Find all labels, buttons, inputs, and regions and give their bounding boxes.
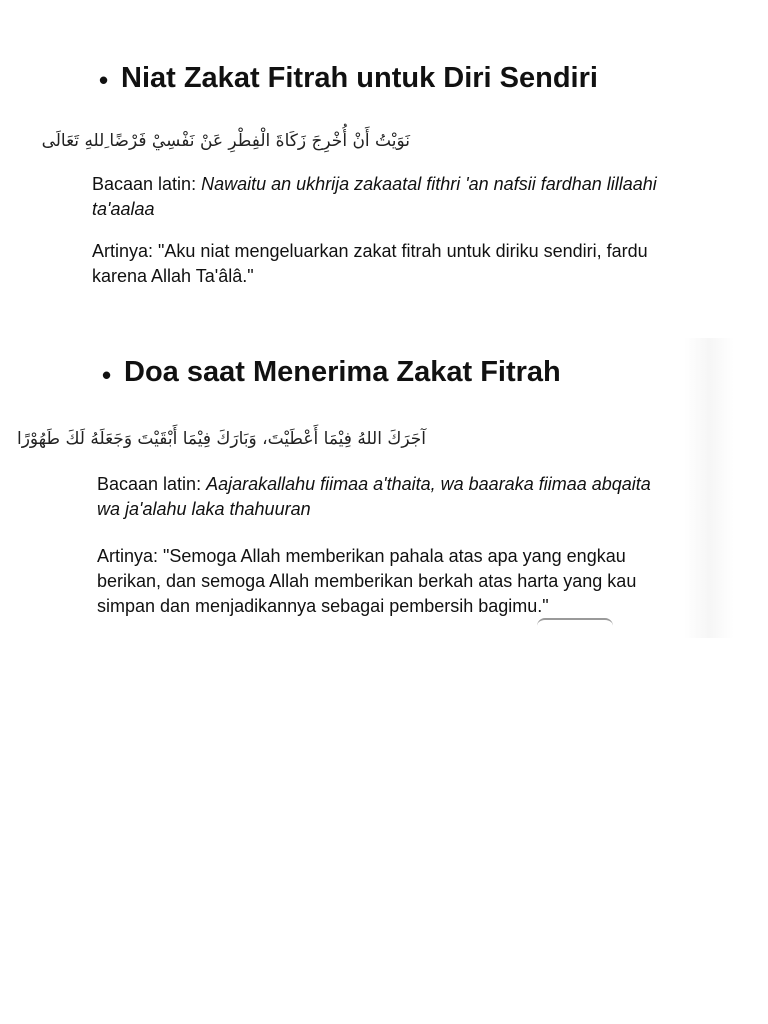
curved-line-decoration [537, 618, 613, 626]
arabic-text: نَوَيْتُ أَنْ أُخْرِجَ زَكَاةَ الْفِطْرِ عَنْ نَفْسِيْ فَرْضًا ِللهِ تَعَالَى [41, 131, 410, 151]
background-shade [684, 338, 734, 638]
latin-label: Bacaan latin: [97, 474, 207, 494]
meaning-text: Artinya: "Aku niat mengeluarkan zakat fitrah untuk diriku sendiri, fardu karena Allah Ta'âlâ." [92, 241, 648, 286]
section-heading: Niat Zakat Fitrah untuk Diri Sendiri [121, 62, 598, 94]
bullet-marker: • [102, 360, 112, 390]
latin-text: Nawaitu an ukhrija zakaatal fithri 'an nafsii fardhan lillaahi ta'aalaa [92, 174, 657, 219]
latin-text: Aajarakallahu fiimaa a'thaita, wa baaraka fiimaa abqaita wa ja'alahu laka thahuuran [97, 474, 651, 519]
latin-reading [97, 472, 677, 522]
section-heading: Doa saat Menerima Zakat Fitrah [124, 356, 561, 388]
meaning-text: Artinya: "Semoga Allah memberikan pahala atas apa yang engkau berikan, dan semoga Allah memberikan berkah atas harta yang kau simpan dan menjadikannya sebagai pembersih bagimu." [97, 546, 637, 616]
arabic-text: آجَرَكَ اللهُ فِيْمَا أَعْطَيْتَ، وَبَارَكَ فِيْمَا أَبْقَيْتَ وَجَعَلَهُ لَكَ طَهُوْرًا [16, 429, 426, 449]
latin-label: Bacaan latin: [92, 174, 202, 194]
latin-reading [92, 172, 692, 222]
bullet-marker: • [99, 65, 109, 95]
